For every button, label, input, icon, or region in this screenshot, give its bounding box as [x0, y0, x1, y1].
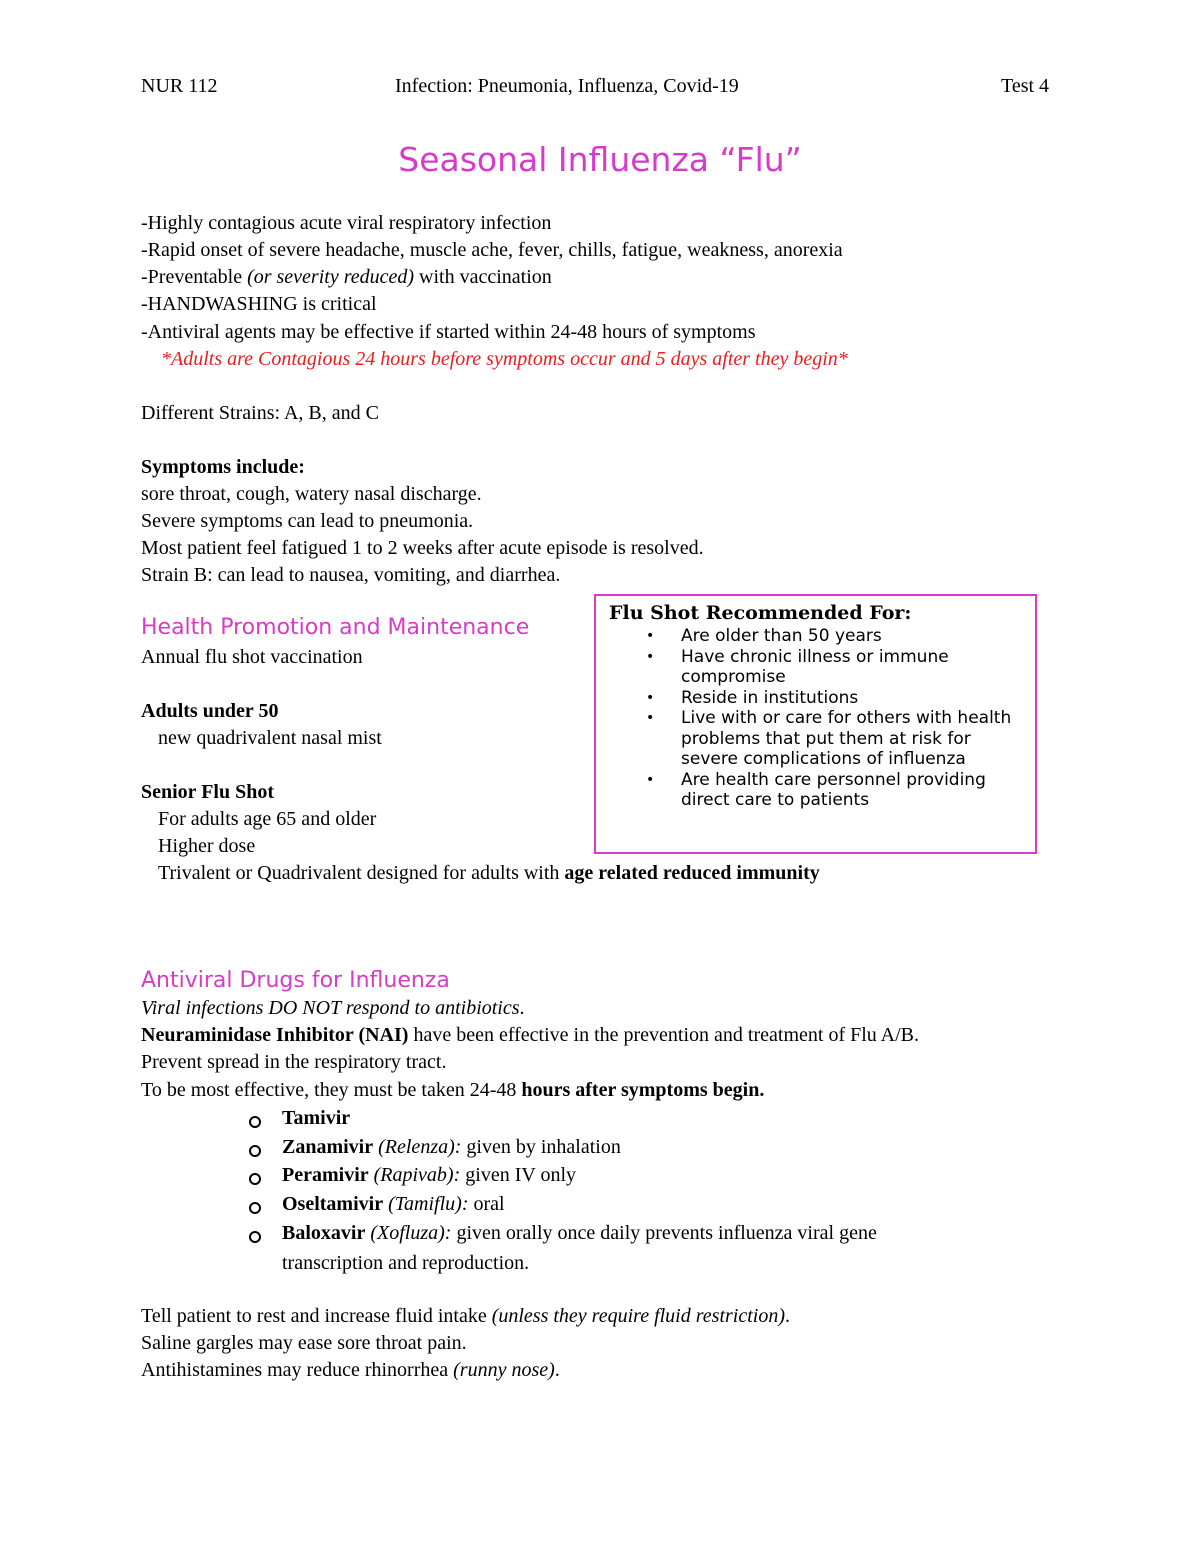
list-item: • Live with or care for others with health problems that put them at risk for severe complications of influenza	[646, 708, 1012, 769]
antiviral-heading: Antiviral Drugs for Influenza	[141, 968, 450, 993]
strains-line: Different Strains: A, B, and C	[141, 402, 379, 424]
senior-heading: Senior Flu Shot	[141, 781, 274, 803]
saline-line: Saline gargles may ease sore throat pain.	[141, 1332, 467, 1354]
document-page: NUR 112 Infection: Pneumonia, Influenza, Covid-19 Test 4 Seasonal Influenza “Flu” -Highly contagious acute viral respiratory infection -Rapid onset of severe headache, muscle ache, fever, chills, fatigue, weakness, anorexia -Preventable (or severity reduced) with vaccination -HANDWASHING is critical -Antiviral agents may be effective if started within 24-48 hours of symptoms *Adults are Contagious 24 hours before symptoms occur and 5 days after they begin* Different Strains: A, B, and C Symptoms include: sore throat, cough, watery nasal discharge. Severe symptoms can lead to pneumonia. Most patient feel fatigued 1 to 2 weeks after acute episode is resolved. Strain B: can lead to nausea, vomiting, and diarrhea. Health Promotion and Maintenance Annual flu shot vaccination Adults under 50 new quadrivalent nasal mist Senior Flu Shot For adults age 65 and older Higher dose Trivalent or Quadrivalent designed for adults with age related reduced immunity Flu Shot Recommended For: • Are older than 50 years • Have chronic illness or immune compromise • Reside in institutions • Live with or care for others with health problems that put them at risk for severe complications of influenza • Are health care personnel providing direct care to patients Antiviral Drugs for Influenza Viral infections DO NOT respond to antibiotics. Neuraminidase Inhibitor (NAI) have been effective in the prevention and treatment of Flu A/B. Prevent spread in the respiratory tract. To be most effective, they must be taken 24-48 hours after symptoms begin. Tamivir Zanamivir (Relenza): given by inhalation Peramivir (Rapivab): given IV only Oseltamivir (Tamiflu): oral Baloxavir (Xofluza): given orally once daily prevents influenza viral gene transcription and reproduction. Tell patient to rest and increase fluid intake (unless they require fluid restriction). Saline gargles may ease sore throat pain. Antihistamines may reduce rhinorrhea (runny nose).	[0, 0, 1200, 1553]
symptoms-heading: Symptoms include:	[141, 456, 305, 478]
rest-line: Tell patient to rest and increase fluid intake (unless they require fluid restriction).	[141, 1305, 790, 1327]
adults-line: new quadrivalent nasal mist	[158, 727, 382, 749]
senior-line-2: Higher dose	[158, 835, 256, 857]
symptoms-line-1: sore throat, cough, watery nasal discharge.	[141, 483, 482, 505]
bullet-icon: •	[646, 648, 655, 665]
circle-bullet-icon	[249, 1202, 261, 1214]
senior-line-3: Trivalent or Quadrivalent designed for adults with age related reduced immunity	[158, 862, 820, 884]
symptoms-line-2: Severe symptoms can lead to pneumonia.	[141, 510, 474, 532]
intro-line-4: -Antiviral agents may be effective if started within 24-48 hours of symptoms	[141, 321, 756, 343]
bullet-icon: •	[646, 689, 655, 706]
health-heading: Health Promotion and Maintenance	[141, 615, 530, 640]
senior-line-1: For adults age 65 and older	[158, 808, 377, 830]
flu-shot-box-title: Flu Shot Recommended For:	[609, 602, 912, 624]
circle-bullet-icon	[249, 1145, 261, 1157]
no-antibiotics-line: Viral infections DO NOT respond to antibiotics.	[141, 997, 525, 1019]
flu-shot-box	[594, 594, 1037, 854]
effective-line: To be most effective, they must be taken 24-48 hours after symptoms begin.	[141, 1079, 765, 1101]
page-title: Seasonal Influenza “Flu”	[398, 140, 802, 179]
intro-line-1: -Highly contagious acute viral respiratory infection	[141, 212, 552, 234]
circle-bullet-icon	[249, 1231, 261, 1243]
list-item: • Have chronic illness or immune compromise	[646, 646, 949, 687]
adults-heading: Adults under 50	[141, 700, 279, 722]
header-test: Test 4	[1001, 75, 1050, 97]
bullet-icon: •	[646, 628, 655, 644]
preventable-post: with vaccination	[414, 266, 552, 288]
contagious-note: *Adults are Contagious 24 hours before symptoms occur and 5 days after they begin*	[161, 348, 848, 370]
list-item: • Are older than 50 years	[646, 626, 882, 646]
preventable-italic: (or severity reduced)	[247, 266, 415, 288]
antihistamine-line: Antihistamines may reduce rhinorrhea (runny nose).	[141, 1359, 560, 1381]
intro-line-preventable	[141, 266, 552, 289]
bullet-icon: •	[646, 771, 655, 788]
intro-line-3: -HANDWASHING is critical	[141, 293, 377, 315]
list-item: • Are health care personnel providing direct care to patients	[646, 769, 986, 810]
header-course: NUR 112	[141, 75, 218, 97]
symptoms-line-4: Strain B: can lead to nausea, vomiting, and diarrhea.	[141, 564, 561, 586]
spread-line: Prevent spread in the respiratory tract.	[141, 1051, 447, 1073]
circle-bullet-icon	[249, 1116, 261, 1128]
symptoms-line-3: Most patient feel fatigued 1 to 2 weeks after acute episode is resolved.	[141, 537, 704, 559]
flu-shot-list	[596, 626, 1036, 811]
circle-bullet-icon	[249, 1173, 261, 1185]
header-topic: Infection: Pneumonia, Influenza, Covid-19	[395, 75, 739, 97]
list-item: • Reside in institutions	[646, 687, 859, 708]
intro-line-2: -Rapid onset of severe headache, muscle ache, fever, chills, fatigue, weakness, anorexia	[141, 239, 843, 261]
bullet-icon: •	[646, 710, 655, 726]
preventable-pre: -Preventable	[141, 266, 248, 288]
annual-flu-shot: Annual flu shot vaccination	[141, 646, 363, 668]
nai-line: Neuraminidase Inhibitor (NAI) have been effective in the prevention and treatment of Flu A/B.	[141, 1024, 920, 1046]
baloxavir-continued: transcription and reproduction.	[282, 1252, 530, 1274]
